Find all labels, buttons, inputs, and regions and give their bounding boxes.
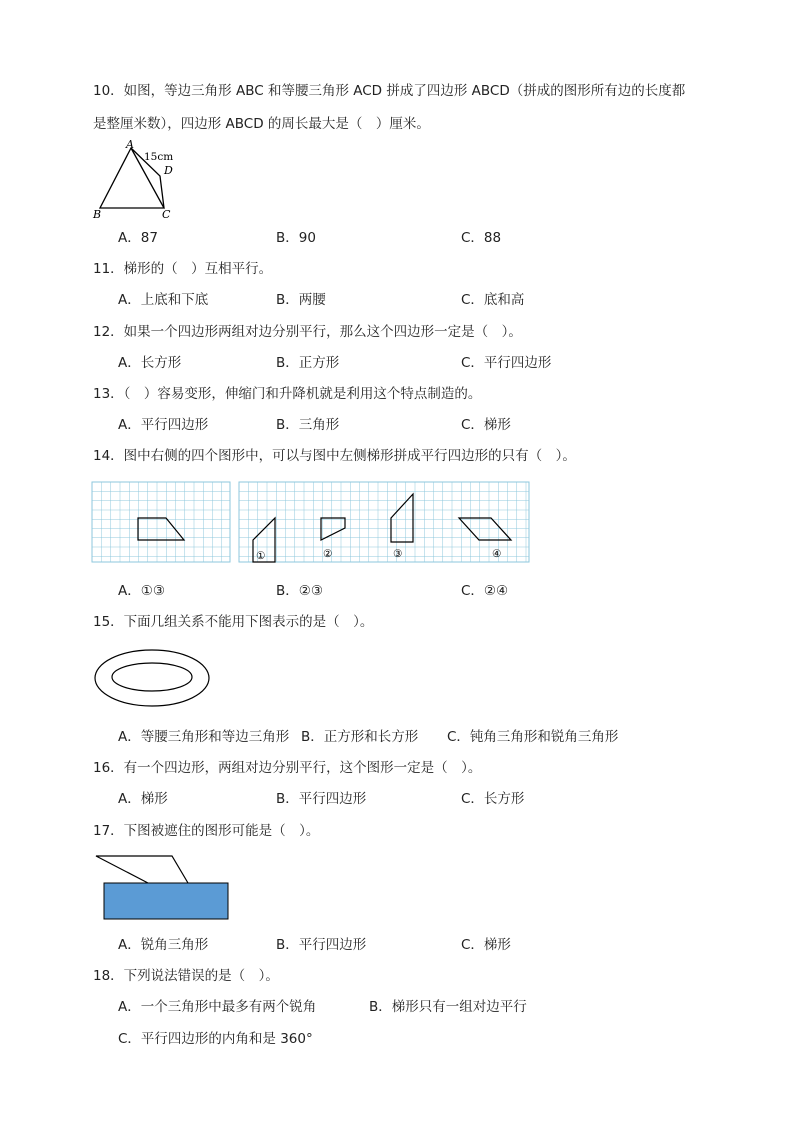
q18-option-a[interactable]: A．一个三角形中最多有两个锐角 xyxy=(118,999,317,1015)
q10-label-c: C xyxy=(162,208,171,221)
q10-label-a: A xyxy=(126,138,134,151)
q10-text-line2: 是整厘米数），四边形 ABCD 的周长最大是（ ）厘米。 xyxy=(93,116,430,132)
q17-option-a[interactable]: A．锐角三角形 xyxy=(118,937,209,953)
q10-option-b[interactable]: B．90 xyxy=(276,230,316,246)
q16-option-b[interactable]: B．平行四边形 xyxy=(276,791,367,807)
q17-option-c[interactable]: C．梯形 xyxy=(461,937,511,953)
q11-text: 11．梯形的（ ）互相平行。 xyxy=(93,261,273,277)
q14-option-c[interactable]: C．②④ xyxy=(461,583,509,599)
q12-option-b[interactable]: B．正方形 xyxy=(276,355,340,371)
q10-option-c[interactable]: C．88 xyxy=(461,230,502,246)
q13-option-a[interactable]: A．平行四边形 xyxy=(118,417,209,433)
q13-option-c[interactable]: C．梯形 xyxy=(461,417,511,433)
q11-option-c[interactable]: C．底和高 xyxy=(461,292,525,308)
q15-nested-ellipses xyxy=(93,648,217,708)
q17-covered-figure xyxy=(96,854,236,924)
q12-option-a[interactable]: A．长方形 xyxy=(118,355,182,371)
q16-option-a[interactable]: A．梯形 xyxy=(118,791,168,807)
q16-text: 16．有一个四边形，两组对边分别平行，这个图形一定是（ ）。 xyxy=(93,760,482,776)
q14-option-a[interactable]: A．①③ xyxy=(118,583,165,599)
q13-option-b[interactable]: B．三角形 xyxy=(276,417,340,433)
q10-quadrilateral-figure xyxy=(90,140,200,220)
q14-left-grid xyxy=(92,482,232,564)
q12-option-c[interactable]: C．平行四边形 xyxy=(461,355,552,371)
q14-label-3: ③ xyxy=(393,548,403,560)
q15-option-c[interactable]: C．钝角三角形和锐角三角形 xyxy=(447,729,619,745)
q14-option-b[interactable]: B．②③ xyxy=(276,583,323,599)
q18-text: 18．下列说法错误的是（ ）。 xyxy=(93,968,279,984)
q17-visible-edges xyxy=(96,856,188,883)
q11-option-b[interactable]: B．两腰 xyxy=(276,292,326,308)
q14-label-2: ② xyxy=(323,548,333,560)
q12-text: 12．如果一个四边形两组对边分别平行，那么这个四边形一定是（ ）。 xyxy=(93,324,522,340)
q14-label-1: ① xyxy=(256,550,266,562)
q16-option-c[interactable]: C．长方形 xyxy=(461,791,525,807)
q15-option-a[interactable]: A．等腰三角形和等边三角形 xyxy=(118,729,290,745)
q11-option-a[interactable]: A．上底和下底 xyxy=(118,292,209,308)
q14-label-4: ④ xyxy=(492,548,502,560)
q13-text: 13．（ ）容易变形，伸缩门和升降机就是利用这个特点制造的。 xyxy=(93,386,482,402)
q17-option-b[interactable]: B．平行四边形 xyxy=(276,937,367,953)
q10-label-side: 15cm xyxy=(144,151,174,163)
q14-right-grid xyxy=(239,482,531,564)
q17-text: 17．下图被遮住的图形可能是（ ）。 xyxy=(93,823,320,839)
q18-option-c[interactable]: C．平行四边形的内角和是 360° xyxy=(118,1031,313,1047)
q18-option-b[interactable]: B．梯形只有一组对边平行 xyxy=(369,999,527,1015)
q10-label-b: B xyxy=(93,208,102,221)
q10-label-d: D xyxy=(164,164,173,177)
q15-text: 15．下面几组关系不能用下图表示的是（ ）。 xyxy=(93,614,374,630)
q10-option-a[interactable]: A．87 xyxy=(118,230,158,246)
q10-text-line1: 10．如图，等边三角形 ABC 和等腰三角形 ACD 拼成了四边形 ABCD（拼成的图形所有边的长度都 xyxy=(93,83,686,99)
q17-cover-rectangle xyxy=(104,883,228,919)
q15-inner-ellipse xyxy=(112,663,192,691)
q15-option-b[interactable]: B．正方形和长方形 xyxy=(301,729,419,745)
q14-text: 14．图中右侧的四个图形中，可以与图中左侧梯形拼成平行四边形的只有（ ）。 xyxy=(93,448,576,464)
